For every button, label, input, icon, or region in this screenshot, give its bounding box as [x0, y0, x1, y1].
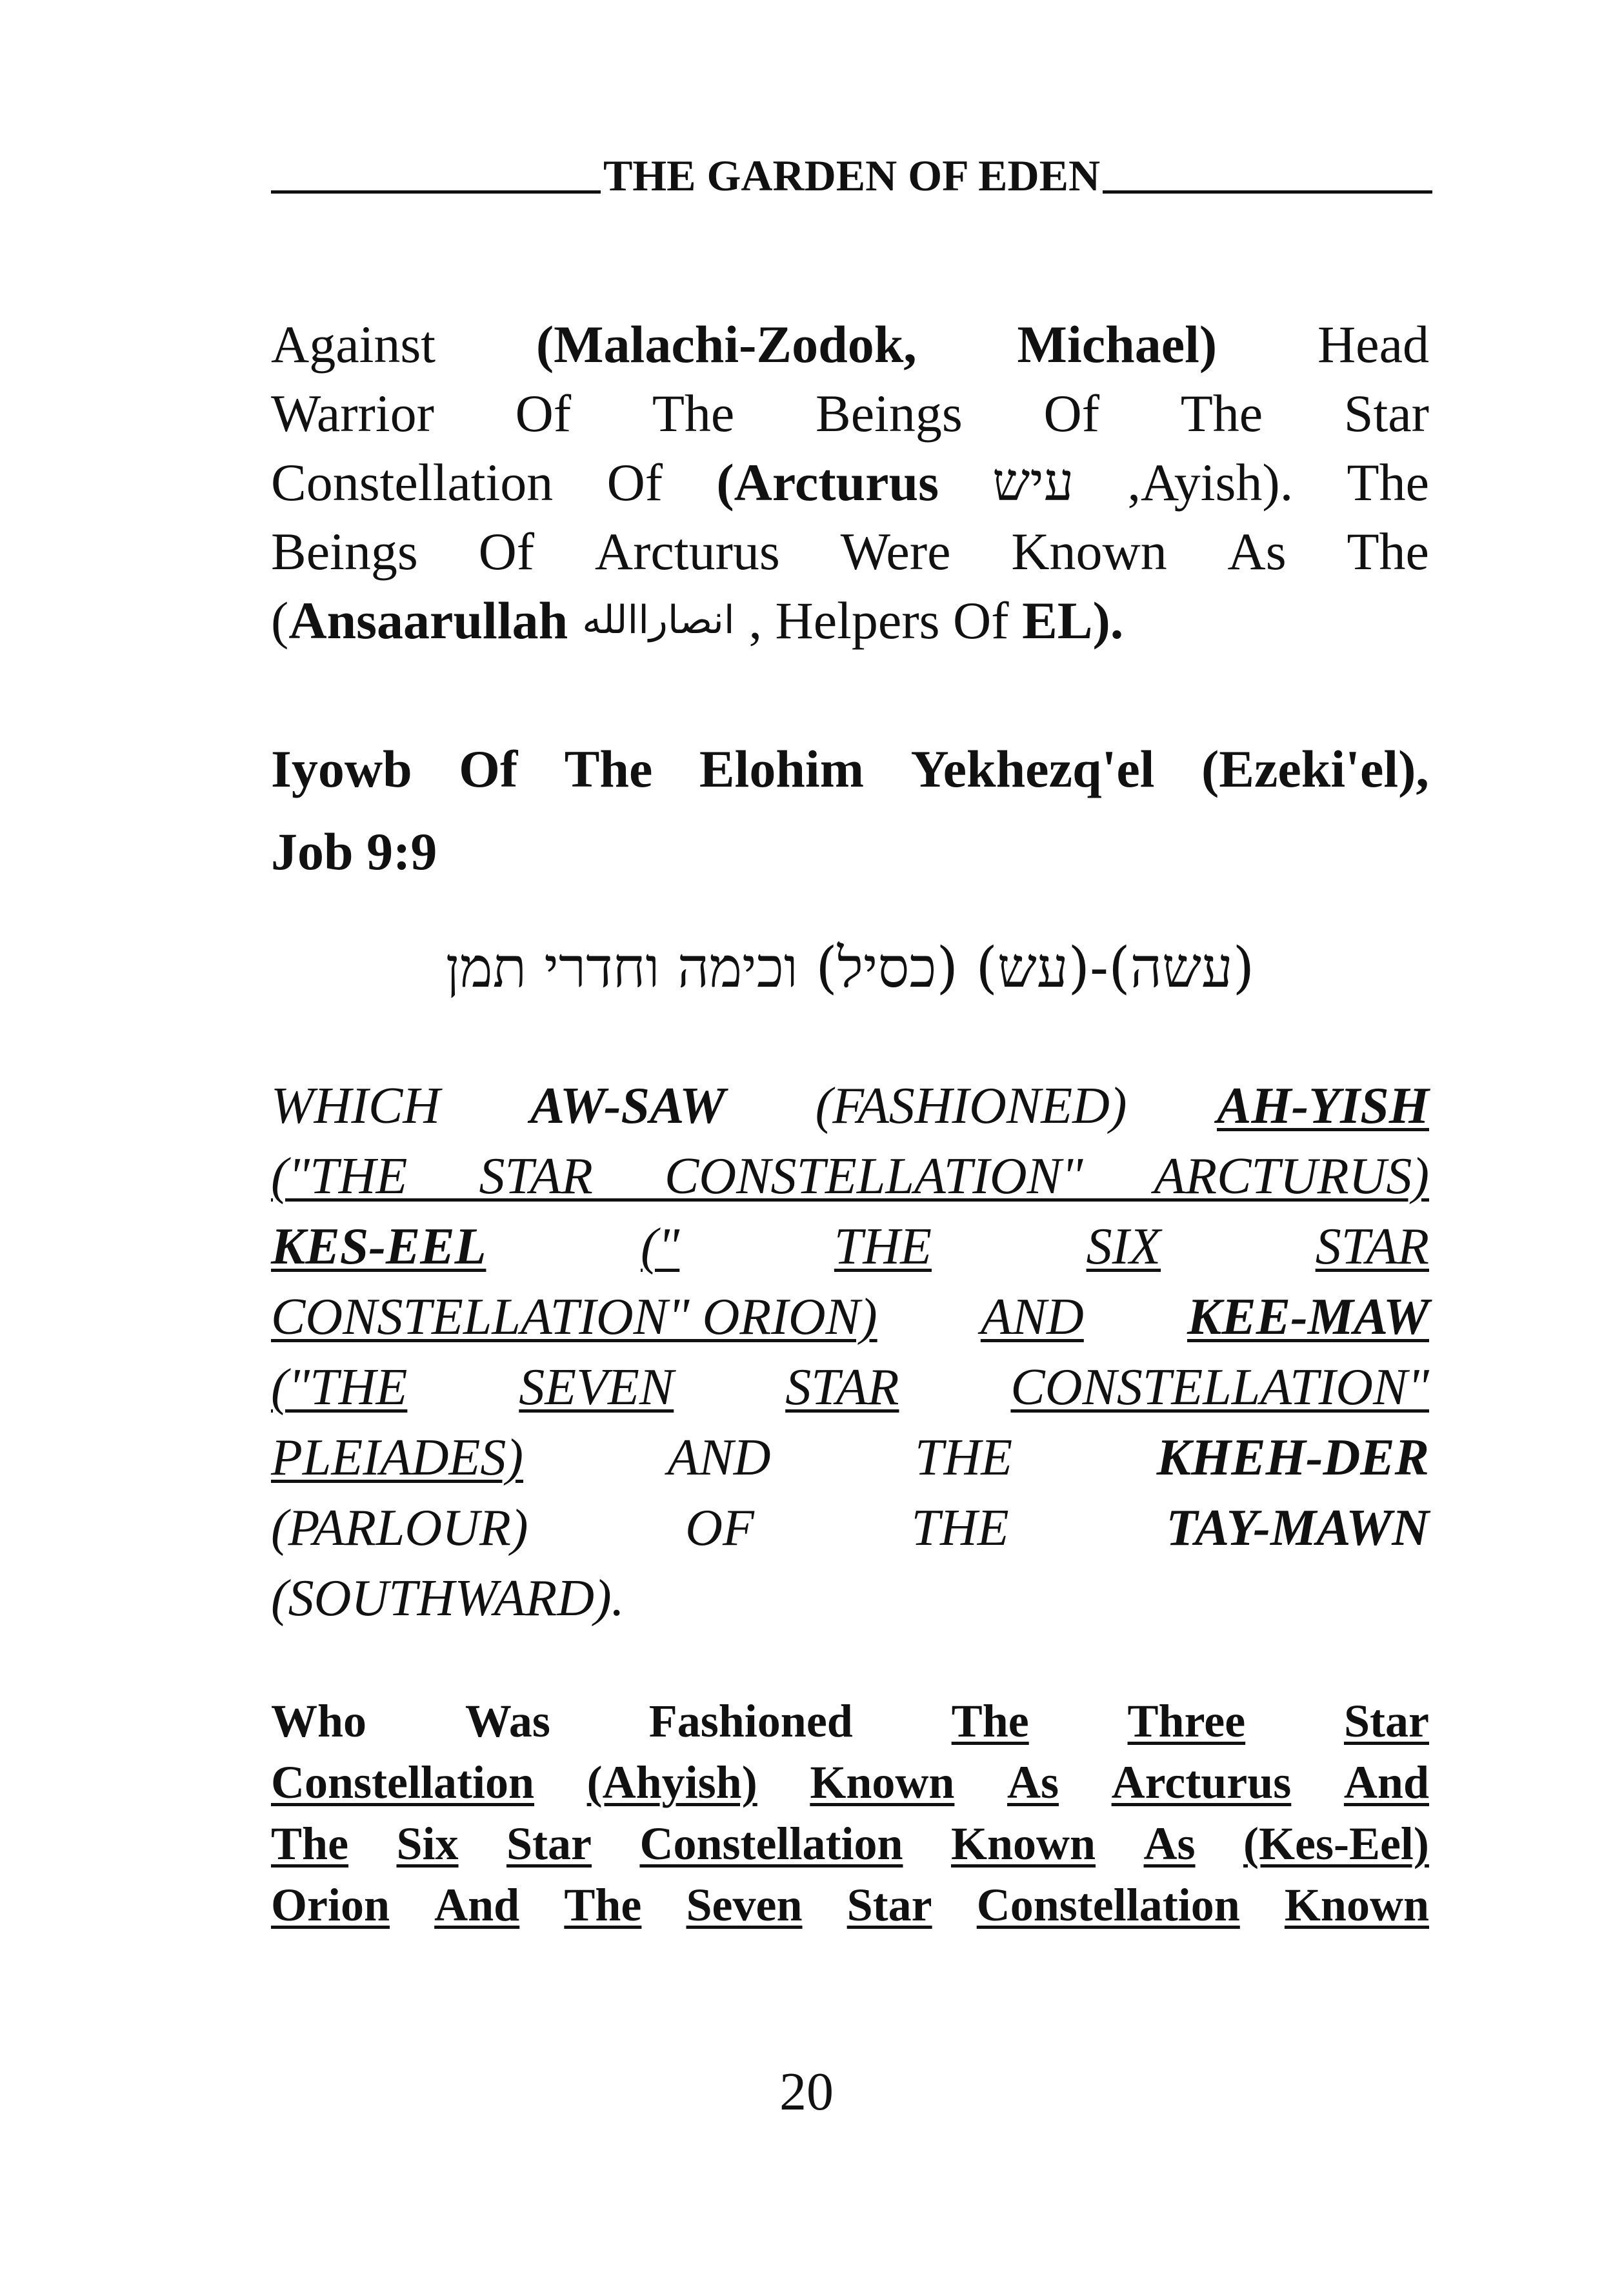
- word: AND: [980, 1289, 1084, 1345]
- word: Constellation: [271, 453, 554, 512]
- header-title: THE GARDEN OF EDEN: [603, 151, 1101, 200]
- scripture-reference: Job 9:9: [271, 822, 437, 881]
- word: KHEH-DER: [1156, 1429, 1429, 1486]
- word: Of: [478, 522, 535, 581]
- word: WHICH: [271, 1078, 441, 1134]
- word: Fashioned: [648, 1695, 853, 1747]
- paragraph-4-line-3: [271, 1813, 1429, 1875]
- word: AW-SAW: [530, 1078, 726, 1134]
- word: TAY-MAWN: [1166, 1500, 1429, 1556]
- word: AH-YISH: [1217, 1078, 1429, 1134]
- word: THE: [915, 1429, 1013, 1486]
- paragraph-3-line-6: [271, 1423, 1429, 1493]
- paragraph-2-line-1: [271, 728, 1429, 811]
- word: (SOUTHWARD).: [271, 1570, 625, 1627]
- word: Michael): [1017, 315, 1217, 374]
- word: Of: [459, 740, 518, 798]
- paragraph-1-line-3: [271, 448, 1429, 517]
- word: Star: [847, 1879, 932, 1931]
- word: The: [652, 384, 735, 443]
- word: Known: [950, 1818, 1096, 1869]
- word: Three: [1127, 1695, 1246, 1747]
- paragraph-1-line-1: [271, 310, 1429, 379]
- word: CONSTELLATION" ORION): [271, 1289, 877, 1345]
- word: The: [1347, 522, 1429, 581]
- word: The: [951, 1695, 1029, 1747]
- word: ("THE: [271, 1359, 408, 1416]
- word: (Ahyish): [586, 1757, 757, 1808]
- word: (PARLOUR): [271, 1500, 528, 1556]
- paragraph-3-line-7: [271, 1493, 1429, 1564]
- word: THE: [834, 1218, 932, 1275]
- word: Head: [1317, 315, 1429, 374]
- paragraph-3-line-8: [271, 1564, 1429, 1634]
- running-header: [271, 151, 1432, 200]
- paragraph-1: [271, 310, 1429, 655]
- word: And: [1343, 1757, 1429, 1808]
- word: Of: [1043, 384, 1100, 443]
- word: (FASHIONED): [815, 1078, 1127, 1134]
- word: KEE-MAW: [1187, 1289, 1429, 1345]
- paragraph-3-line-1: [271, 1071, 1429, 1142]
- word: Known: [1284, 1879, 1429, 1931]
- word: The: [564, 1879, 642, 1931]
- word: CONSTELLATION": [1010, 1359, 1429, 1416]
- word: Beings: [816, 384, 963, 443]
- word: SEVEN: [519, 1359, 674, 1416]
- header-rule-left: [271, 190, 601, 194]
- word: Arcturus: [1111, 1757, 1292, 1808]
- paragraph-4-line-2: [271, 1752, 1429, 1813]
- word: The: [1347, 453, 1429, 512]
- word: Of: [606, 453, 663, 512]
- page-number: 20: [779, 2062, 834, 2122]
- hebrew-word: עיש: [992, 452, 1074, 513]
- paragraph-3-line-2: [271, 1142, 1429, 1212]
- word: Were: [840, 522, 951, 581]
- word: PLEIADES): [271, 1429, 524, 1486]
- line-5-rest: [749, 586, 1124, 655]
- paragraph-3-line-3: [271, 1212, 1429, 1282]
- word: Ansaarullah: [288, 591, 568, 650]
- word: THE: [911, 1500, 1009, 1556]
- paragraph-4-line-1: [271, 1691, 1429, 1752]
- word: And: [434, 1879, 520, 1931]
- word: Iyowb: [271, 740, 412, 798]
- word: The: [271, 1818, 349, 1869]
- paragraph-3-line-4: [271, 1282, 1429, 1353]
- word: Star: [1344, 1695, 1429, 1747]
- paragraph-4-line-4: [271, 1875, 1429, 1936]
- word: Constellation: [271, 1757, 535, 1808]
- word: The: [1180, 384, 1263, 443]
- paragraph-1-line-5: [271, 586, 1429, 655]
- word: Who: [271, 1695, 367, 1747]
- word: Constellation: [639, 1818, 903, 1869]
- word: Elohim: [699, 740, 865, 798]
- line-text: ("THE STAR CONSTELLATION" ARCTURUS): [271, 1148, 1429, 1205]
- word: ,Ayish).: [1127, 453, 1294, 512]
- word: Was: [465, 1695, 550, 1747]
- word: (": [641, 1218, 680, 1275]
- word: Orion: [271, 1879, 390, 1931]
- word: As: [1007, 1757, 1059, 1808]
- paragraph-2-heading: [271, 728, 1429, 893]
- word: As: [1227, 522, 1287, 581]
- word: Known: [810, 1757, 955, 1808]
- word: Beings: [271, 522, 418, 581]
- word: (Malachi-Zodok,: [536, 315, 917, 374]
- word: Constellation: [976, 1879, 1240, 1931]
- word: Of: [515, 384, 572, 443]
- word: Known: [1011, 522, 1167, 581]
- word: Arcturus: [594, 522, 780, 581]
- word: EL).: [1022, 591, 1124, 650]
- word: (Kes-Eel): [1243, 1818, 1429, 1869]
- paragraph-3-line-5: [271, 1353, 1429, 1423]
- paragraph-1-line-2: [271, 379, 1429, 448]
- word: Six: [396, 1818, 459, 1869]
- word: Against: [271, 315, 436, 374]
- word: Yekhezq'el: [910, 740, 1155, 798]
- paragraph-1-line-4: [271, 517, 1429, 586]
- line-5-text: [271, 586, 568, 655]
- word: As: [1143, 1818, 1196, 1869]
- word: OF: [685, 1500, 754, 1556]
- paragraph-4: [271, 1691, 1429, 1936]
- open-paren: (: [271, 591, 289, 650]
- word: (Arcturus: [716, 453, 939, 512]
- word: STAR: [785, 1359, 899, 1416]
- word: Warrior: [271, 384, 434, 443]
- word: STAR: [1315, 1218, 1429, 1275]
- word: SIX: [1086, 1218, 1161, 1275]
- word: (Ezeki'el),: [1201, 740, 1429, 798]
- paragraph-3-translation: [271, 1071, 1429, 1634]
- word: Star: [506, 1818, 592, 1869]
- word: The: [564, 740, 653, 798]
- word: , Helpers Of: [748, 591, 1009, 650]
- word: AND: [667, 1429, 771, 1486]
- arabic-word: انصاراالله: [582, 598, 735, 643]
- paragraph-2-line-2: [271, 811, 1429, 893]
- word: Seven: [686, 1879, 803, 1931]
- header-rule-right: [1103, 190, 1432, 194]
- word: KES-EEL: [271, 1218, 486, 1275]
- hebrew-verse: (עשה)-(עש) (כסיל) וכימה וחדרי תמן: [445, 936, 1255, 1000]
- word: Star: [1343, 384, 1429, 443]
